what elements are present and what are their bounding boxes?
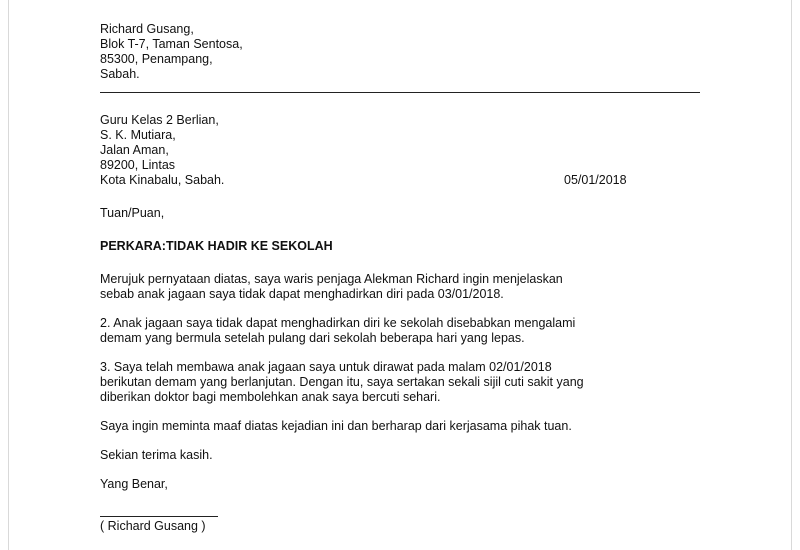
recipient-line: Kota Kinabalu, Sabah.: [100, 173, 225, 187]
recipient-line: Guru Kelas 2 Berlian,: [100, 113, 219, 127]
paragraph-2: [100, 316, 700, 346]
recipient-line: 89200, Lintas: [100, 158, 176, 172]
signature-line: [100, 516, 218, 517]
signature-name: ( Richard Gusang ): [100, 519, 206, 533]
closing: Sekian terima kasih.: [100, 448, 213, 462]
paragraph-line: berikutan demam yang berlanjutan. Dengan itu, saya sertakan sekali sijil cuti sakit yang: [100, 375, 584, 389]
sender-line: Richard Gusang,: [100, 22, 194, 36]
paragraph-line: Merujuk pernyataan diatas, saya waris penjaga Alekman Richard ingin menjelaskan: [100, 272, 563, 286]
paragraph-line: diberikan doktor bagi membolehkan anak saya bercuti sehari.: [100, 390, 441, 404]
letter-date: 05/01/2018: [564, 173, 627, 187]
salutation: Tuan/Puan,: [100, 206, 165, 220]
paragraph-1: [100, 272, 700, 302]
recipient-line: S. K. Mutiara,: [100, 128, 176, 142]
paragraph-line: sebab anak jagaan saya tidak dapat menghadirkan diri pada 03/01/2018.: [100, 287, 504, 301]
recipient-line: Jalan Aman,: [100, 143, 169, 157]
subject-heading: PERKARA:TIDAK HADIR KE SEKOLAH: [100, 239, 333, 253]
paragraph-line: Saya ingin meminta maaf diatas kejadian ini dan berharap dari kerjasama pihak tuan.: [100, 419, 572, 433]
sign-off: Yang Benar,: [100, 477, 168, 491]
recipient-row: [100, 113, 700, 188]
paragraph-line: demam yang bermula setelah pulang dari sekolah beberapa hari yang lepas.: [100, 331, 525, 345]
header-divider: [100, 92, 700, 93]
sender-address: [100, 22, 700, 82]
sender-line: Blok T-7, Taman Sentosa,: [100, 37, 243, 51]
paragraph-3: [100, 360, 700, 405]
paragraph-line: 2. Anak jagaan saya tidak dapat menghadirkan diri ke sekolah disebabkan mengalami: [100, 316, 576, 330]
page-edge-left: [8, 0, 9, 550]
paragraph-4: [100, 419, 700, 434]
paragraph-line: 3. Saya telah membawa anak jagaan saya untuk dirawat pada malam 02/01/2018: [100, 360, 552, 374]
page-edge-right: [791, 0, 792, 550]
letter: [100, 22, 700, 534]
sender-line: 85300, Penampang,: [100, 52, 213, 66]
sender-line: Sabah.: [100, 67, 140, 81]
